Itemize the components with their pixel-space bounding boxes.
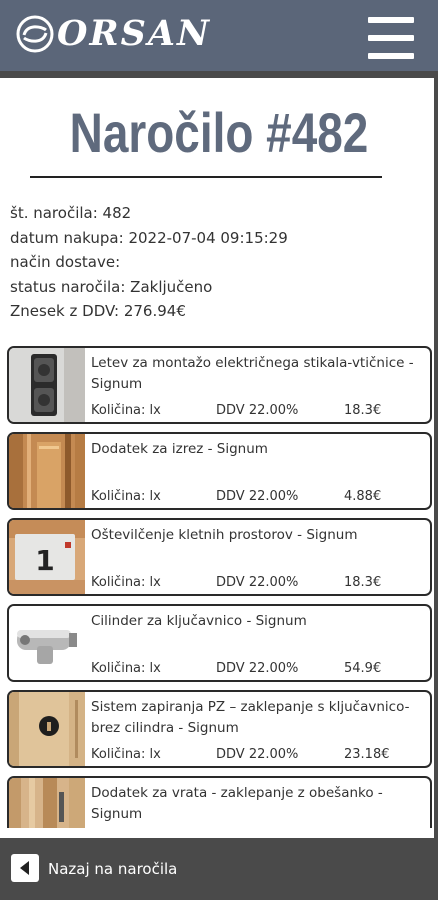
order-status: status naročila: Zaključeno [10,277,213,296]
item-vat: DDV 22.00% [216,661,299,676]
item-price: 54.9€ [344,661,382,676]
item-name: Oštevilčenje kletnih prostorov - Signum [91,527,358,543]
item-quantity: Količina: lx [91,661,161,676]
order-item[interactable] [7,776,432,828]
item-vat: DDV 22.00% [216,747,299,762]
order-date: datum nakupa: 2022-07-04 09:15:29 [10,228,288,247]
item-vat: DDV 22.00% [216,489,299,504]
item-name: Sistem zapiranja PZ – zaklepanje s ključavnico-brez cilindra - Signum [91,699,410,736]
hamburger-menu-icon[interactable] [368,17,414,59]
item-quantity: Količina: lx [91,747,161,762]
door-lock-image [9,692,85,766]
item-vat: DDV 22.00% [216,403,299,418]
item-quantity: Količina: lx [91,489,161,504]
lock-cylinder-image [9,606,85,680]
footer-bar [0,838,438,900]
menu-bar-3 [368,53,414,59]
right-edge-border [434,78,438,838]
item-price: 4.88€ [344,489,382,504]
logo-mark-icon [15,14,55,54]
order-item[interactable] [7,690,432,768]
item-price: 23.18€ [344,747,390,762]
delivery-method: način dostave: [10,253,121,271]
order-item[interactable] [7,346,432,424]
page-title: Naročilo #482 [69,101,369,164]
item-quantity: Količina: lx [91,575,161,590]
socket-image [9,348,85,422]
item-vat: DDV 22.00% [216,575,299,590]
item-price: 18.3€ [344,403,382,418]
order-item[interactable] [7,604,432,682]
menu-bar-2 [368,35,414,41]
back-to-orders-link[interactable]: Nazaj na naročila [48,860,178,878]
orsan-logo[interactable] [15,14,211,54]
order-item[interactable] [7,518,432,596]
svg-text:1: 1 [35,544,55,577]
order-number: št. naročila: 482 [10,204,132,222]
app-header [0,0,438,78]
door-hasp-image [9,778,85,828]
item-price: 18.3€ [344,575,382,590]
wood-panels-image [9,434,85,508]
title-underline [30,176,382,178]
back-arrow-icon[interactable] [11,854,39,882]
brand-name: ORSAN [57,13,211,54]
item-quantity: Količina: lx [91,403,161,418]
order-items-list[interactable] [7,346,432,828]
order-item[interactable] [7,432,432,510]
number-sign-image [9,520,85,594]
item-name: Letev za montažo električnega stikala-vtičnice - Signum [91,355,414,392]
order-total: Znesek z DDV: 276.94€ [10,302,186,320]
order-info [10,201,288,324]
item-name: Cilinder za ključavnico - Signum [91,613,307,629]
item-name: Dodatek za vrata - zaklepanje z obešanko - Signum [91,785,383,822]
item-name: Dodatek za izrez - Signum [91,441,268,457]
menu-bar-1 [368,17,414,23]
